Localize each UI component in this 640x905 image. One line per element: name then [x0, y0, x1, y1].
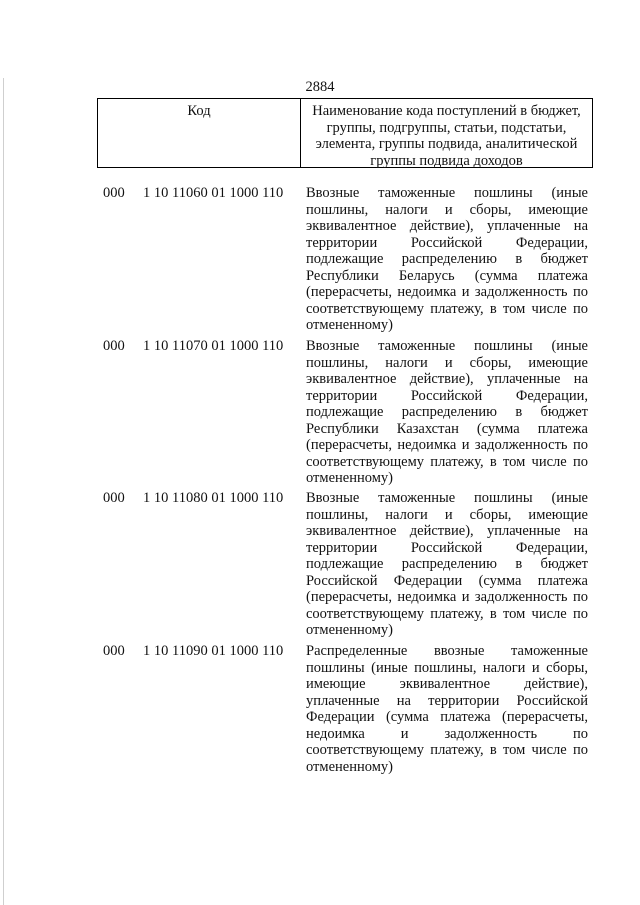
admin-code: 000 [103, 185, 125, 201]
revenue-code: 1 10 11060 01 1000 110 [143, 185, 284, 201]
revenue-description: Ввозные таможенные пошлины (иные пошлины, налоги и сборы, имеющие эквивалентное действие), уплаченные на территории Российской Федерации, подлежащие распределению в бюджет Республики Беларусь (сумма платежа (перерасчеты, недоимка и задолженность по соответствующему платежу, в том числе по отмененному) [306, 185, 588, 333]
page-number: 2884 [305, 79, 335, 95]
table-header [97, 98, 593, 168]
revenue-code: 1 10 11070 01 1000 110 [143, 338, 284, 354]
revenue-description: Распределенные ввозные таможенные пошлины (иные пошлины, налоги и сборы, имеющие эквивалентное действие), уплаченные на территории Российской Федерации (сумма платежа (перерасчеты, недоимка и задолженность по соответствующему платежу, в том числе по отмененному) [306, 643, 588, 775]
revenue-code: 1 10 11080 01 1000 110 [143, 490, 284, 506]
revenue-description: Ввозные таможенные пошлины (иные пошлины, налоги и сборы, имеющие эквивалентное действие), уплаченные на территории Российской Федерации, подлежащие распределению в бюджет Российской Федерации (сумма платежа (перерасчеты, недоимка и задолженность по соответствующему платежу, в том числе по отмененному) [306, 490, 588, 638]
revenue-description: Ввозные таможенные пошлины (иные пошлины, налоги и сборы, имеющие эквивалентное действие), уплаченные на территории Российской Федерации, подлежащие распределению в бюджет Республики Казахстан (сумма платежа (перерасчеты, недоимка и задолженность по соответствующему платежу, в том числе по отмененному) [306, 338, 588, 486]
header-code-cell: Код [98, 99, 301, 167]
scan-edge-line [3, 78, 4, 905]
header-name-cell: Наименование кода поступлений в бюджет, группы, подгруппы, статьи, подстатьи, элемента, группы подвида, аналитической группы подвида доходов [312, 103, 581, 169]
revenue-code: 1 10 11090 01 1000 110 [143, 643, 284, 659]
admin-code: 000 [103, 338, 125, 354]
admin-code: 000 [103, 490, 125, 506]
admin-code: 000 [103, 643, 125, 659]
